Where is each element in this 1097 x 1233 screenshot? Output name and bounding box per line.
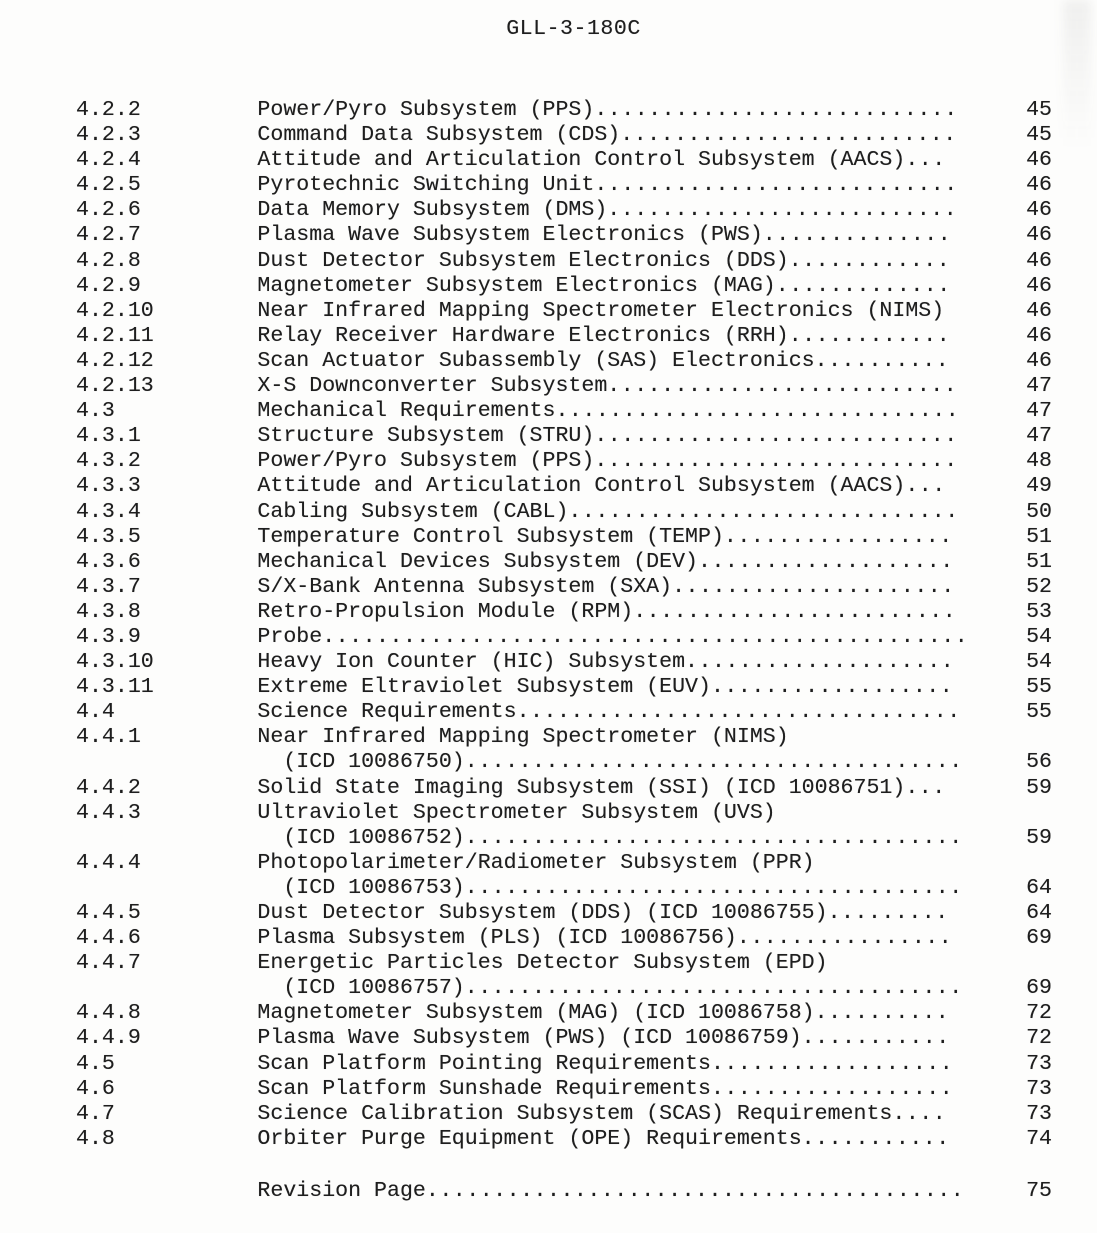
toc-leader-dots: ..........: [814, 348, 950, 373]
toc-entry-number: 4.2.7: [76, 223, 141, 248]
toc-entry-title: Science Requirements: [257, 700, 517, 725]
toc-leader-dots: .................: [723, 524, 953, 549]
toc-row: [76, 1001, 1052, 1026]
toc-leader-dots: .........: [827, 901, 949, 925]
toc-entry-number: 4.2.12: [76, 348, 154, 373]
toc-row: [76, 725, 1052, 750]
toc-leader-dots: ..................: [710, 1051, 954, 1076]
toc-row: [76, 449, 1052, 474]
toc-entry-page: 47: [1026, 399, 1052, 424]
toc-row: [76, 876, 1052, 901]
toc-leader-dots: ...........................: [594, 173, 958, 198]
toc-entry-page: 72: [1026, 1001, 1052, 1026]
toc-row: [76, 575, 1052, 600]
table-of-contents: [76, 98, 1052, 1204]
toc-entry-number: 4.3.11: [76, 675, 154, 700]
toc-entry-page: 59: [1026, 775, 1052, 800]
toc-leader-dots: ................................................: [322, 624, 969, 649]
toc-entry-page: 46: [1026, 348, 1052, 373]
toc-entry-page: 47: [1026, 424, 1052, 449]
toc-entry-title: Heavy Ion Counter (HIC) Subsystem: [257, 650, 686, 675]
toc-entry-title: Ultraviolet Spectrometer Subsystem (UVS): [257, 800, 776, 825]
toc-entry-page: 46: [1026, 248, 1052, 273]
toc-entry-page: 74: [1026, 1126, 1052, 1151]
toc-entry-page: 46: [1026, 148, 1052, 173]
toc-row: [76, 500, 1052, 525]
toc-row: [76, 98, 1052, 123]
toc-entry-page: 73: [1026, 1051, 1052, 1076]
toc-entry-number: 4.2.4: [76, 148, 141, 173]
toc-entry-title: (ICD 10086753): [283, 875, 465, 900]
toc-row: [76, 1077, 1052, 1102]
toc-entry-number: 4.4.7: [76, 951, 141, 976]
toc-entry-title: (ICD 10086752): [283, 825, 465, 850]
toc-entry-page: 73: [1026, 1101, 1052, 1126]
toc-leader-dots: ..............: [762, 223, 952, 248]
toc-row: [76, 976, 1052, 1001]
toc-entry-number: 4.5: [76, 1051, 115, 1076]
toc-entry-page: 48: [1026, 449, 1052, 474]
toc-leader-dots: ..................: [710, 1076, 954, 1101]
toc-entry-title: Probe: [257, 624, 323, 649]
toc-leader-dots: ...........: [801, 1026, 950, 1051]
toc-entry-page: 50: [1026, 499, 1052, 524]
toc-entry-title: Solid State Imaging Subsystem (SSI) (ICD 10086751): [257, 775, 906, 800]
toc-entry-number: 4.3.1: [76, 424, 141, 449]
toc-leader-dots: .................................: [516, 700, 961, 725]
toc-entry-page: 69: [1026, 976, 1052, 1001]
toc-entry-number: 4.4.6: [76, 926, 141, 951]
toc-entry-title: Near Infrared Mapping Spectrometer (NIMS): [257, 725, 789, 750]
toc-leader-dots: ...................: [698, 549, 954, 574]
toc-leader-dots: .....................: [672, 574, 955, 599]
toc-entry-page: 46: [1026, 323, 1052, 348]
toc-entry-number: 4.4.3: [76, 800, 141, 825]
toc-entry-number: 4.3.4: [76, 499, 141, 524]
toc-entry-number: 4.2.13: [76, 374, 154, 399]
toc-entry-page: 54: [1026, 650, 1052, 675]
toc-entry-page: [1013, 951, 1052, 976]
toc-row: [76, 1052, 1052, 1077]
toc-entry-number: 4.4.5: [76, 901, 141, 925]
toc-row: [76, 1127, 1052, 1152]
toc-entry-page: [1013, 725, 1052, 750]
toc-leader-dots: ...: [905, 474, 946, 499]
toc-entry-title: (ICD 10086750): [283, 750, 465, 775]
toc-entry-title: Plasma Wave Subsystem Electronics (PWS): [257, 223, 763, 248]
toc-entry-title: Mechanical Requirements: [257, 399, 556, 424]
toc-entry-title: Relay Receiver Hardware Electronics (RRH): [257, 323, 789, 348]
toc-leader-dots: ..........................: [607, 374, 958, 399]
toc-entry-number: 4.3.6: [76, 549, 141, 574]
toc-row: [76, 851, 1052, 876]
toc-entry-title: Scan Platform Pointing Requirements: [257, 1051, 711, 1076]
toc-entry-number: 4.3.2: [76, 449, 141, 474]
toc-leader-dots: .............: [775, 273, 951, 298]
toc-entry-number: 4.4.9: [76, 1026, 141, 1051]
toc-entry-number: [76, 876, 257, 901]
toc-entry-number: 4.3.3: [76, 474, 141, 499]
toc-row: [76, 776, 1052, 801]
toc-entry-title: Data Memory Subsystem (DMS): [257, 198, 608, 223]
toc-entry-title: Mechanical Devices Subsystem (DEV): [257, 549, 698, 574]
toc-entry-page: 46: [1026, 298, 1052, 323]
toc-entry-title: Cabling Subsystem (CABL): [257, 499, 569, 524]
toc-row: [76, 750, 1052, 775]
toc-row: [76, 474, 1052, 499]
toc-entry-number: 4.4.8: [76, 1001, 141, 1026]
toc-entry-title: S/X-Bank Antenna Subsystem (SXA): [257, 574, 673, 599]
toc-entry-page: 64: [1026, 875, 1052, 900]
toc-leader-dots: ..............................: [555, 399, 960, 424]
toc-entry-title: (ICD 10086757): [283, 976, 465, 1001]
toc-row: [76, 198, 1052, 223]
toc-entry-number: 4.2.2: [76, 98, 141, 122]
toc-leader-dots: .............................: [568, 499, 959, 524]
toc-row: [76, 951, 1052, 976]
toc-row: [76, 249, 1052, 274]
toc-leader-dots: ..........................: [607, 198, 958, 223]
toc-row: [76, 600, 1052, 625]
toc-entry-number: 4.2.5: [76, 173, 141, 198]
toc-row: [76, 1179, 1052, 1204]
toc-entry-title: Retro-Propulsion Module (RPM): [257, 599, 634, 624]
toc-entry-number: 4.4: [76, 700, 115, 725]
toc-row: [76, 324, 1052, 349]
toc-entry-page: 45: [1026, 123, 1052, 148]
toc-entry-title: Attitude and Articulation Control Subsystem (AACS): [257, 474, 906, 499]
toc-entry-number: 4.2.9: [76, 273, 141, 298]
toc-entry-title: Near Infrared Mapping Spectrometer Electronics (NIMS): [257, 298, 945, 323]
toc-row: [76, 801, 1052, 826]
toc-entry-number: 4.3.7: [76, 574, 141, 599]
toc-leader-dots: ........................................: [425, 1178, 965, 1203]
toc-leader-dots: .........................: [620, 123, 957, 148]
toc-entry-title: Dust Detector Subsystem Electronics (DDS): [257, 248, 789, 273]
toc-entry-title: Photopolarimeter/Radiometer Subsystem (PPR): [257, 850, 815, 875]
toc-entry-number: 4.2.10: [76, 298, 154, 323]
toc-entry-number: 4.3: [76, 399, 115, 424]
toc-row: [76, 675, 1052, 700]
toc-row: [76, 625, 1052, 650]
toc-entry-title: Energetic Particles Detector Subsystem (EPD): [257, 951, 828, 976]
toc-entry-number: 4.2.8: [76, 248, 141, 273]
toc-row: [76, 550, 1052, 575]
toc-entry-page: 64: [1026, 901, 1052, 925]
toc-row: [76, 650, 1052, 675]
toc-entry-number: 4.2.3: [76, 123, 141, 148]
toc-entry-title: X-S Downconverter Subsystem: [257, 374, 608, 399]
toc-row: [76, 349, 1052, 374]
toc-entry-title: Science Calibration Subsystem (SCAS) Requirements: [257, 1101, 893, 1126]
toc-entry-title: Attitude and Articulation Control Subsystem (AACS): [257, 148, 906, 173]
toc-row: [76, 223, 1052, 248]
document-number: GLL-3-180C: [506, 17, 641, 41]
toc-entry-page: [1013, 851, 1052, 876]
toc-entry-number: 4.2.6: [76, 198, 141, 223]
toc-entry-title: Dust Detector Subsystem (DDS) (ICD 10086755): [257, 901, 828, 925]
toc-entry-page: 54: [1026, 624, 1052, 649]
toc-entry-number: 4.7: [76, 1101, 115, 1126]
toc-entry-page: 75: [1026, 1178, 1052, 1203]
toc-entry-page: 53: [1026, 599, 1052, 624]
toc-entry-number: 4.3.5: [76, 524, 141, 549]
toc-entry-title: Magnetometer Subsystem Electronics (MAG): [257, 273, 776, 298]
toc-entry-page: 55: [1026, 700, 1052, 725]
toc-entry-title: Scan Actuator Subassembly (SAS) Electronics: [257, 348, 815, 373]
toc-entry-page: 72: [1026, 1026, 1052, 1051]
toc-entry-page: 46: [1026, 223, 1052, 248]
toc-row: [76, 123, 1052, 148]
toc-row: [76, 926, 1052, 951]
toc-entry-title: Orbiter Purge Equipment (OPE) Requirements: [257, 1126, 802, 1151]
toc-entry-title: Command Data Subsystem (CDS): [257, 123, 621, 148]
toc-row: [76, 173, 1052, 198]
toc-entry-page: 46: [1026, 273, 1052, 298]
toc-entry-number: 4.3.9: [76, 624, 141, 649]
toc-entry-number: 4.4.4: [76, 850, 141, 875]
toc-entry-title: Extreme Eltraviolet Subsystem (EUV): [257, 675, 711, 700]
toc-leader-dots: ...........................: [594, 424, 958, 449]
toc-entry-page: 55: [1026, 675, 1052, 700]
toc-leader-dots: ..................: [710, 675, 954, 700]
toc-row: [76, 826, 1052, 851]
toc-leader-dots: ....: [892, 1101, 947, 1126]
toc-entry-number: [76, 826, 257, 851]
toc-entry-number: 4.6: [76, 1076, 115, 1101]
toc-leader-dots: .....................................: [464, 976, 963, 1001]
toc-entry-title: Plasma Wave Subsystem (PWS) (ICD 10086759): [257, 1026, 802, 1051]
toc-entry-title: Power/Pyro Subsystem (PPS): [257, 449, 595, 474]
toc-entry-title: Structure Subsystem (STRU): [257, 424, 595, 449]
toc-entry-number: 4.3.10: [76, 650, 154, 675]
toc-row: [76, 1102, 1052, 1127]
toc-row: [76, 299, 1052, 324]
toc-leader-dots: ........................: [633, 599, 957, 624]
toc-entry-page: 47: [1026, 374, 1052, 399]
toc-leader-dots: .....................................: [464, 875, 963, 900]
toc-entry-page: 46: [1026, 173, 1052, 198]
toc-entry-page: 49: [1026, 474, 1052, 499]
toc-leader-dots: ...: [905, 148, 946, 173]
toc-entry-title: Revision Page: [257, 1178, 426, 1203]
toc-leader-dots: .....................................: [464, 750, 963, 775]
toc-entry-number: [76, 750, 257, 775]
toc-row: [76, 374, 1052, 399]
toc-entry-title: Pyrotechnic Switching Unit: [257, 173, 595, 198]
toc-entry-number: [76, 1179, 257, 1204]
toc-row: [76, 424, 1052, 449]
toc-entry-page: 52: [1026, 574, 1052, 599]
toc-leader-dots: ...........................: [594, 98, 958, 122]
toc-entry-page: 51: [1026, 549, 1052, 574]
toc-leader-dots: .....................................: [464, 825, 963, 850]
toc-entry-title: Temperature Control Subsystem (TEMP): [257, 524, 724, 549]
toc-row: [76, 1026, 1052, 1051]
toc-entry-page: 46: [1026, 198, 1052, 223]
toc-entry-title: Plasma Subsystem (PLS) (ICD 10086756): [257, 926, 737, 951]
toc-leader-dots: ..........: [814, 1001, 950, 1026]
toc-leader-dots: ...........................: [594, 449, 958, 474]
toc-leader-dots: ...: [905, 775, 946, 800]
toc-entry-number: [76, 976, 257, 1001]
toc-entry-page: 59: [1026, 825, 1052, 850]
toc-leader-dots: ...........: [801, 1126, 950, 1151]
toc-entry-page: 69: [1026, 926, 1052, 951]
toc-entry-number: 4.2.11: [76, 323, 154, 348]
toc-leader-dots: ....................: [685, 650, 955, 675]
toc-row: [76, 901, 1052, 926]
toc-entry-number: 4.4.1: [76, 725, 141, 750]
toc-entry-page: 73: [1026, 1076, 1052, 1101]
toc-entry-page: 51: [1026, 524, 1052, 549]
toc-row: [76, 399, 1052, 424]
toc-leader-dots: ............: [788, 248, 951, 273]
toc-entry-page: [1013, 801, 1052, 826]
toc-row: [76, 148, 1052, 173]
toc-entry-title: Scan Platform Sunshade Requirements: [257, 1076, 711, 1101]
toc-leader-dots: ................: [736, 926, 953, 951]
toc-entry-page: 45: [1026, 98, 1052, 122]
toc-entry-page: 56: [1026, 750, 1052, 775]
toc-row: [76, 700, 1052, 725]
toc-leader-dots: ............: [788, 323, 951, 348]
toc-entry-number: 4.4.2: [76, 775, 141, 800]
toc-entry-title: Power/Pyro Subsystem (PPS): [257, 98, 595, 122]
toc-row: [76, 274, 1052, 299]
toc-entry-number: 4.3.8: [76, 599, 141, 624]
toc-entry-number: 4.8: [76, 1126, 115, 1151]
toc-entry-title: Magnetometer Subsystem (MAG) (ICD 10086758): [257, 1001, 815, 1026]
toc-row: [76, 525, 1052, 550]
